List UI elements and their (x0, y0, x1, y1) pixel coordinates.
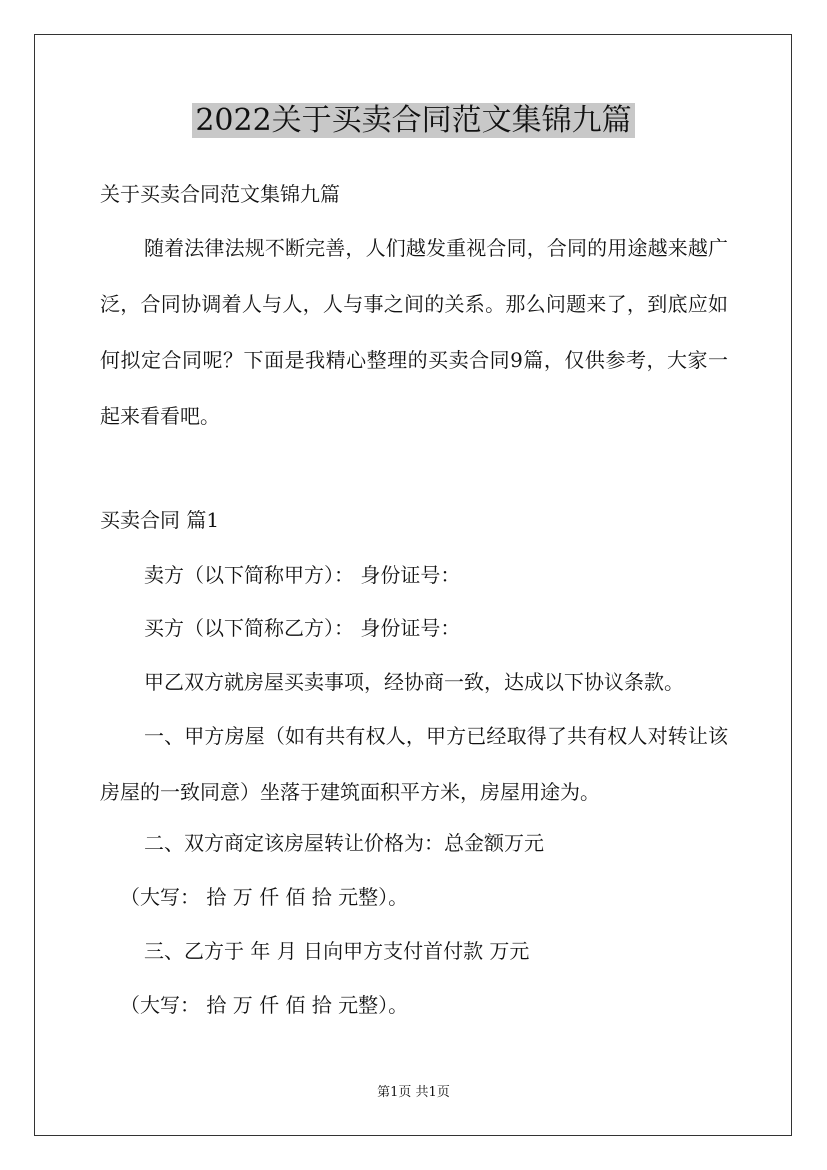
section-heading: 买卖合同 篇1 (100, 508, 220, 532)
clause-2-amount-in-words: （大写： 拾 万 仟 佰 拾 元整）。 (120, 885, 409, 909)
clause-3-amount-in-words: （大写： 拾 万 仟 佰 拾 元整）。 (120, 993, 409, 1017)
clause-2: 二、双方商定该房屋转让价格为：总金额万元 (144, 831, 544, 855)
intro-paragraph: 随着法律法规不断完善，人们越发重视合同，合同的用途越来越广泛，合同协调着人与人，人与事之间的关系。那么问题来了，到底应如何拟定合同呢？下面是我精心整理的买卖合同9篇，仅供参考，大家一起来看看吧。 (100, 236, 728, 428)
clause-3: 三、乙方于 年 月 日向甲方支付首付款 万元 (144, 939, 530, 963)
clause-1: 一、甲方房屋（如有共有权人，甲方已经取得了共有权人对转让该房屋的一致同意）坐落于建筑面积平方米，房屋用途为。 (100, 724, 728, 804)
buyer-line: 买方（以下简称乙方）： 身份证号： (144, 616, 461, 640)
document-subtitle: 关于买卖合同范文集锦九篇 (100, 182, 340, 206)
seller-line: 卖方（以下简称甲方）： 身份证号： (144, 563, 461, 587)
agreement-line: 甲乙双方就房屋买卖事项，经协商一致，达成以下协议条款。 (144, 670, 684, 694)
document-title: 2022关于买卖合同范文集锦九篇 (0, 100, 827, 142)
page-number-footer: 第1页 共1页 (377, 1085, 450, 1100)
